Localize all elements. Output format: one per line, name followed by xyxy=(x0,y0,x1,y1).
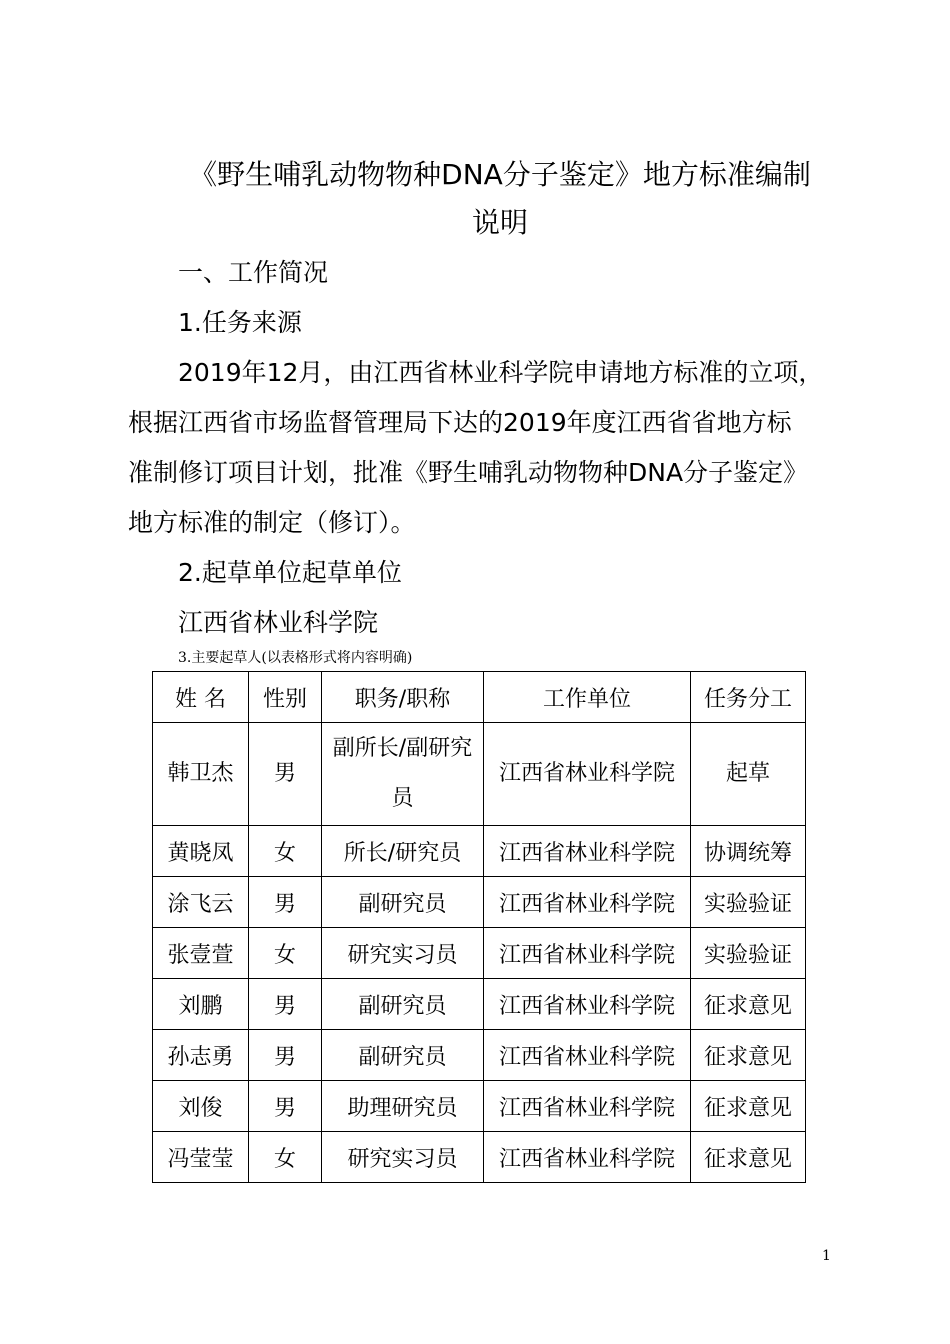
table-row xyxy=(153,1030,806,1081)
cell-gender: 女 xyxy=(249,826,322,877)
table-row xyxy=(153,979,806,1030)
cell-gender: 男 xyxy=(249,877,322,928)
cell-title xyxy=(322,723,484,826)
subheading-drafting-unit: 2.起草单位起草单位 xyxy=(178,558,402,587)
cell-gender: 女 xyxy=(249,1132,322,1183)
cell-name: 韩卫杰 xyxy=(153,723,249,826)
doc-title-line2: 说明 xyxy=(471,206,528,239)
page-number: 1 xyxy=(822,1248,831,1264)
cell-unit: 江西省林业科学院 xyxy=(484,979,691,1030)
cell-task: 征求意见 xyxy=(691,1030,806,1081)
cell-gender: 男 xyxy=(249,1081,322,1132)
cell-title: 研究实习员 xyxy=(322,1132,484,1183)
cell-name: 冯莹莹 xyxy=(153,1132,249,1183)
paragraph-line: 2019年12月，由江西省林业科学院申请地方标准的立项， xyxy=(178,358,824,387)
cell-unit: 江西省林业科学院 xyxy=(484,928,691,979)
cell-task: 实验验证 xyxy=(691,928,806,979)
paragraph-line: 地方标准的制定（修订）。 xyxy=(128,508,416,537)
table-row xyxy=(153,877,806,928)
cell-unit: 江西省林业科学院 xyxy=(484,877,691,928)
cell-name: 孙志勇 xyxy=(153,1030,249,1081)
table-row xyxy=(153,928,806,979)
cell-name: 刘鹏 xyxy=(153,979,249,1030)
header-task: 任务分工 xyxy=(691,672,806,723)
cell-title-text: 副所长/副研究员 xyxy=(332,736,473,811)
subheading-main-drafters: 3.主要起草人(以表格形式将内容明确) xyxy=(178,650,413,666)
cell-gender: 男 xyxy=(249,979,322,1030)
cell-unit: 江西省林业科学院 xyxy=(484,826,691,877)
cell-gender: 女 xyxy=(249,928,322,979)
drafting-unit-value: 江西省林业科学院 xyxy=(178,608,379,637)
cell-name: 黄晓凤 xyxy=(153,826,249,877)
header-gender: 性别 xyxy=(249,672,322,723)
cell-task: 协调统筹 xyxy=(691,826,806,877)
paragraph-line: 准制修订项目计划，批准《野生哺乳动物物种DNA分子鉴定》 xyxy=(128,458,809,487)
cell-task: 征求意见 xyxy=(691,1132,806,1183)
cell-task: 实验验证 xyxy=(691,877,806,928)
cell-task: 起草 xyxy=(691,723,806,826)
cell-title: 副研究员 xyxy=(322,979,484,1030)
paragraph-line: 根据江西省市场监督管理局下达的2019年度江西省省地方标 xyxy=(128,408,792,437)
table-row xyxy=(153,1081,806,1132)
cell-title: 副研究员 xyxy=(322,877,484,928)
header-unit: 工作单位 xyxy=(484,672,691,723)
table-row xyxy=(153,1132,806,1183)
cell-task: 征求意见 xyxy=(691,1081,806,1132)
cell-gender: 男 xyxy=(249,1030,322,1081)
cell-name: 涂飞云 xyxy=(153,877,249,928)
cell-unit: 江西省林业科学院 xyxy=(484,1081,691,1132)
table-row xyxy=(153,723,806,826)
cell-title: 助理研究员 xyxy=(322,1081,484,1132)
subheading-task-source: 1.任务来源 xyxy=(178,308,302,337)
section-heading-work-overview: 一、工作简况 xyxy=(178,258,329,287)
cell-unit: 江西省林业科学院 xyxy=(484,723,691,826)
table-header-row xyxy=(153,672,806,723)
header-name: 姓 名 xyxy=(153,672,249,723)
cell-unit: 江西省林业科学院 xyxy=(484,1030,691,1081)
cell-unit: 江西省林业科学院 xyxy=(484,1132,691,1183)
cell-task: 征求意见 xyxy=(691,979,806,1030)
cell-gender: 男 xyxy=(249,723,322,826)
cell-name: 刘俊 xyxy=(153,1081,249,1132)
cell-title: 所长/研究员 xyxy=(322,826,484,877)
cell-title: 副研究员 xyxy=(322,1030,484,1081)
table-row xyxy=(153,826,806,877)
cell-title: 研究实习员 xyxy=(322,928,484,979)
drafters-table xyxy=(152,671,806,1183)
doc-title-line1: 《野生哺乳动物物种DNA分子鉴定》地方标准编制 xyxy=(189,158,811,191)
cell-name: 张壹萱 xyxy=(153,928,249,979)
header-title: 职务/职称 xyxy=(322,672,484,723)
